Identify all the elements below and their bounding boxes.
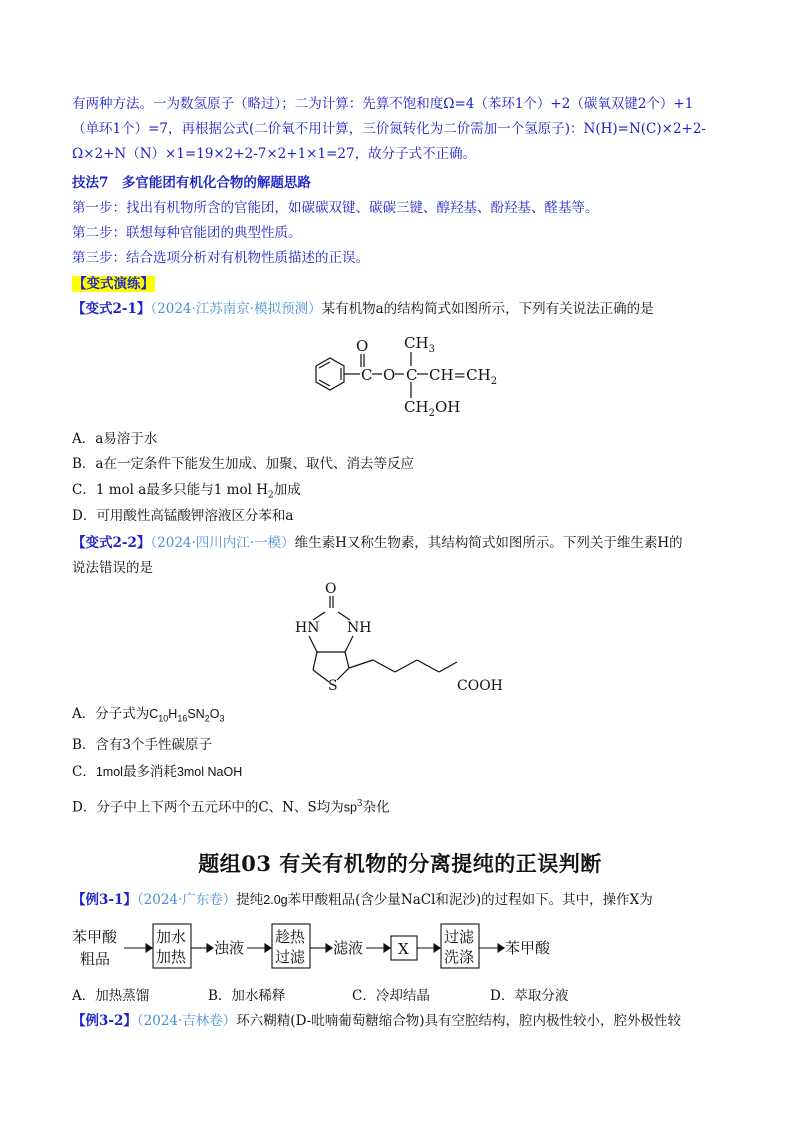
intro-line-1: 有两种方法。一为数氢原子（略过）；二为计算：先算不饱和度Ω=4（苯环1个）+2（碳氧双键2个）+1	[72, 96, 694, 112]
q21-option-b[interactable]: B．a在一定条件下能发生加成、加聚、取代、消去等反应	[72, 456, 414, 472]
q21-structure	[280, 330, 530, 430]
flow-mid1: 浊液	[214, 939, 245, 957]
q21-atom-c1: C	[361, 366, 373, 384]
q22-group-cooh: COOH	[457, 678, 503, 694]
flow-box4-line2: 洗涤	[444, 948, 475, 966]
q21-atom-c2: C	[406, 366, 418, 384]
flow-box2-line2: 过滤	[275, 948, 306, 966]
flow-box1-line1: 加水	[156, 928, 187, 946]
q22-option-a[interactable]: A．分子式为$C_{10}H_{16}SN_2O_3$	[72, 706, 225, 724]
method-7-step-3: 第三步：结合选项分析对有机物性质描述的正误。	[72, 250, 369, 266]
q21-option-a[interactable]: A．a易溶于水	[72, 431, 158, 447]
q22-tag: 【变式2-2】	[72, 535, 151, 551]
ex31-option-b[interactable]: B．加水稀释	[208, 988, 286, 1004]
ex32-stem: 【例3-2】（2024·吉林卷）环六糊精(D-吡喃葡萄糖缩合物)具有空腔结构，腔内极性较小，腔外极性较	[72, 1013, 681, 1029]
practice-tag: 【变式演练】	[73, 276, 154, 292]
q22-option-b[interactable]: B．含有3个手性碳原子	[72, 737, 213, 753]
ex31-stem: 【例3-1】（2024·广东卷）提纯2.0g苯甲酸粗品(含少量NaCl和泥沙)的过程如下。其中，操作X为	[72, 892, 653, 908]
q21-source: （2024·江苏南京·模拟预测）	[150, 301, 322, 317]
intro-line-3: Ω×2+N（N）×1=19×2+2-7×2+1×1=27，故分子式不正确。	[72, 146, 477, 162]
ex32-source: （2024·吉林卷）	[136, 1013, 237, 1029]
benzene-ring	[316, 358, 344, 390]
method-7-step-1: 第一步：找出有机物所含的官能团，如碳碳双键、碳碳三键、醇羟基、酚羟基、醛基等。	[72, 200, 599, 216]
flow-mid2: 滤液	[333, 939, 364, 957]
q22-atom-o: O	[325, 581, 337, 597]
q22-atom-s: S	[328, 678, 338, 694]
ex31-option-d[interactable]: D．萃取分液	[490, 988, 569, 1004]
q21-atom-o-ester: O	[383, 366, 396, 384]
q22-stem-1: 【变式2-2】（2024·四川内江·一模）维生素H又称生物素，其结构简式如图所示。下列关于维生素H的	[72, 535, 683, 551]
q21-tag: 【变式2-1】	[72, 301, 151, 317]
q22-option-c[interactable]: C．1mol最多消耗3mol NaOH	[72, 764, 243, 780]
flow-end: 苯甲酸	[505, 939, 551, 957]
method-7-title: 技法7 多官能团有机化合物的解题思路	[72, 175, 311, 191]
section-heading: 题组03 有关有机物的分离提纯的正误判断	[198, 851, 602, 876]
q21-group-vinyl: $CH=CH_2$	[429, 366, 498, 387]
ex31-tag: 【例3-1】	[72, 892, 137, 908]
flow-start-line2: 粗品	[80, 950, 111, 968]
ex31-option-a[interactable]: A．加热蒸馏	[72, 988, 150, 1004]
practice-tag-line	[72, 274, 155, 294]
q22-atom-nh: NH	[347, 620, 372, 636]
flow-start-line1: 苯甲酸	[72, 928, 118, 946]
q21-group-ch2oh: $CH_2OH$	[404, 398, 461, 419]
q21-stem	[72, 299, 654, 319]
q22-source: （2024·四川内江·一模）	[150, 535, 295, 551]
flow-box3: X	[398, 940, 409, 958]
ex32-tag: 【例3-2】	[72, 1013, 137, 1029]
intro-line-2: （单环1个）=7，再根据公式(二价氧不用计算，三价氮转化为二价需加一个氢原子)：N(H)=N(C)×2+2-	[72, 121, 706, 137]
q22-option-d[interactable]: D．分子中上下两个五元环中的C、N、S均为$sp^3$杂化	[72, 799, 390, 816]
flow-box4-line1: 过滤	[444, 928, 475, 946]
q22-atom-hn: HN	[295, 620, 320, 636]
q21-atom-o-carbonyl: O	[356, 337, 369, 355]
ex31-flowchart	[72, 920, 692, 976]
q21-stem-text: 某有机物a的结构简式如图所示，下列有关说法正确的是	[321, 301, 654, 317]
q22-stem-2: 说法错误的是	[72, 560, 153, 576]
flow-box2-line1: 趁热	[275, 928, 306, 946]
method-7-step-2: 第二步：联想每种官能团的典型性质。	[72, 225, 302, 241]
flow-box1-line2: 加热	[156, 948, 187, 966]
q21-option-c[interactable]: C．1 mol a最多只能与1 mol $H_2$加成	[72, 482, 301, 501]
q21-option-d[interactable]: D．可用酸性高锰酸钾溶液区分苯和a	[72, 508, 294, 524]
ex31-source: （2024·广东卷）	[136, 892, 237, 908]
q22-structure	[285, 576, 525, 698]
ex31-option-c[interactable]: C．冷却结晶	[352, 988, 430, 1004]
q21-group-ch3: $CH_3$	[404, 334, 435, 355]
